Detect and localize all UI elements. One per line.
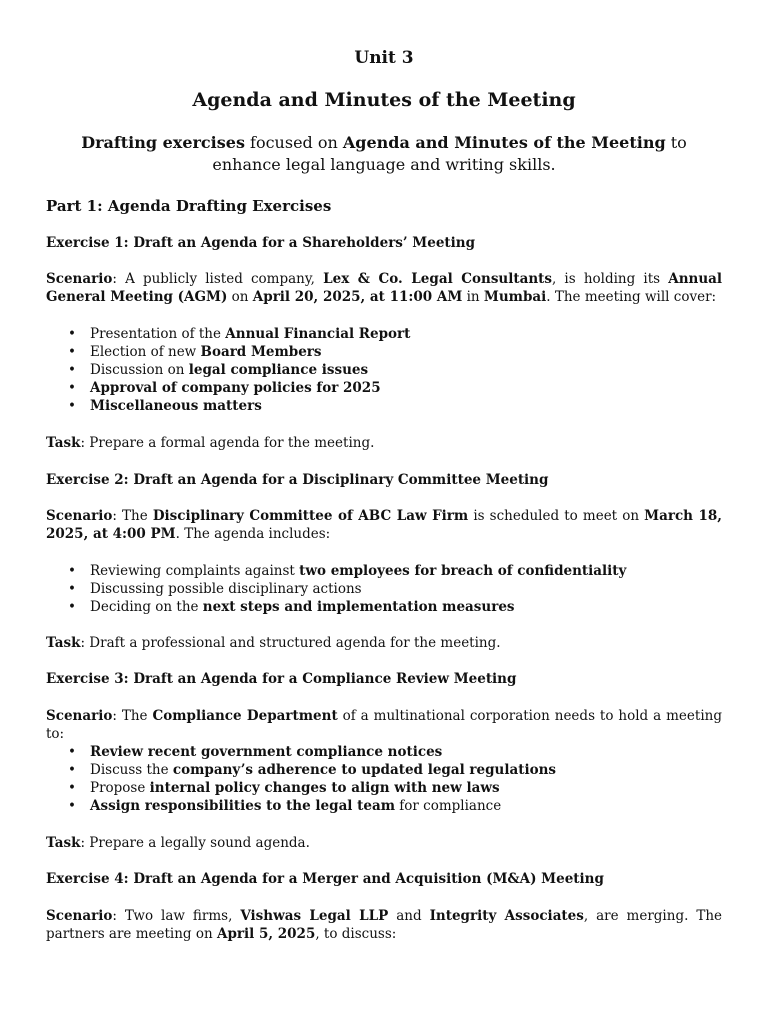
item-text: Deciding on the: [90, 599, 203, 615]
scenario-text: : Two law firms,: [112, 908, 241, 924]
scenario-text: , to discuss:: [315, 926, 397, 942]
item-bold: internal policy changes to align with new laws: [149, 780, 500, 796]
bullet-icon: •: [68, 762, 76, 778]
scenario-bold: March 18, 2025, at 4:00 PM: [46, 508, 723, 542]
scenario-label: Scenario: [46, 271, 113, 287]
exercise-1-heading: Exercise 1: Draft an Agenda for a Shareholders’ Meeting: [46, 235, 476, 251]
part-1-heading: Part 1: Agenda Drafting Exercises: [46, 197, 332, 215]
subtitle-bold-1: Drafting exercises: [81, 133, 245, 152]
page-title: Agenda and Minutes of the Meeting: [192, 89, 576, 111]
item-bold: legal compliance issues: [188, 362, 369, 378]
exercise-3-scenario: [46, 707, 722, 743]
list-item: [46, 343, 722, 361]
bullet-icon: •: [68, 581, 76, 597]
scenario-bold: Mumbai: [483, 289, 547, 305]
bullet-icon: •: [68, 563, 76, 579]
scenario-text: of a multinational corporation needs to hold a meeting to:: [46, 708, 722, 742]
scenario-text: on: [227, 289, 253, 305]
bullet-icon: •: [68, 398, 76, 414]
scenario-text: : The: [112, 708, 153, 724]
exercise-2-scenario: [46, 507, 722, 543]
item-bold: Miscellaneous matters: [90, 398, 262, 414]
item-text: Reviewing complaints against: [90, 563, 300, 579]
scenario-text: , is holding its: [552, 271, 669, 287]
item-bold: Approval of company policies for 2025: [90, 380, 381, 396]
scenario-bold: Annual General Meeting (AGM): [46, 271, 723, 305]
scenario-text: , are merging. The partners are meeting on: [46, 908, 723, 942]
list-item: [46, 379, 722, 397]
task-label: Task: [46, 835, 81, 851]
scenario-text: in: [462, 289, 484, 305]
unit-label: Unit 3: [354, 48, 414, 68]
task-text: : Prepare a formal agenda for the meeting.: [80, 435, 375, 451]
exercise-3-bullets: [46, 743, 722, 815]
bullet-icon: •: [68, 780, 76, 796]
scenario-bold: April 5, 2025: [216, 926, 316, 942]
scenario-bold: April 20, 2025, at 11:00 AM: [252, 289, 463, 305]
bullet-icon: •: [68, 380, 76, 396]
subtitle-text-2: to enhance legal language and writing skills.: [212, 133, 687, 174]
scenario-text: is scheduled to meet on: [468, 508, 645, 524]
list-item: [46, 562, 722, 580]
scenario-text: : A publicly listed company,: [112, 271, 324, 287]
item-text: Discussion on: [90, 362, 189, 378]
list-item: [46, 743, 722, 761]
item-text: Presentation of the: [90, 326, 226, 342]
bullet-icon: •: [68, 599, 76, 615]
list-item: [46, 761, 722, 779]
task-text: : Prepare a legally sound agenda.: [80, 835, 310, 851]
scenario-bold: Disciplinary Committee of ABC Law Firm: [152, 508, 469, 524]
exercise-2-heading: Exercise 2: Draft an Agenda for a Disciplinary Committee Meeting: [46, 472, 549, 488]
list-item: [46, 598, 722, 616]
exercise-1-task: [46, 434, 722, 452]
task-label: Task: [46, 635, 81, 651]
bullet-icon: •: [68, 326, 76, 342]
subtitle-text-1: focused on: [244, 133, 343, 152]
item-bold: Assign responsibilities to the legal team: [90, 798, 395, 814]
exercise-4-heading: Exercise 4: Draft an Agenda for a Merger and Acquisition (M&A) Meeting: [46, 871, 604, 887]
item-text: Propose: [90, 780, 150, 796]
scenario-bold: Compliance Department: [152, 708, 338, 724]
item-bold: Review recent government compliance notices: [90, 744, 443, 760]
item-bold: company’s adherence to updated legal regulations: [172, 762, 557, 778]
task-text: : Draft a professional and structured agenda for the meeting.: [80, 635, 501, 651]
exercise-2-task: [46, 634, 722, 652]
item-bold: two employees for breach of confidentiality: [299, 563, 627, 579]
exercise-1-bullets: [46, 325, 722, 415]
item-bold: Board Members: [200, 344, 322, 360]
bullet-icon: •: [68, 744, 76, 760]
list-item: [46, 325, 722, 343]
list-item: [46, 361, 722, 379]
list-item: [46, 397, 722, 415]
list-item: [46, 797, 722, 815]
scenario-bold: Lex & Co. Legal Consultants: [323, 271, 552, 287]
item-text: Election of new: [90, 344, 201, 360]
bullet-icon: •: [68, 362, 76, 378]
exercise-4-scenario: [46, 907, 722, 943]
page-subtitle: [60, 132, 708, 176]
exercise-3-heading: Exercise 3: Draft an Agenda for a Compliance Review Meeting: [46, 671, 517, 687]
scenario-text: . The agenda includes:: [175, 526, 331, 542]
subtitle-bold-2: Agenda and Minutes of the Meeting: [342, 133, 666, 152]
task-label: Task: [46, 435, 81, 451]
exercise-1-scenario: [46, 270, 722, 306]
bullet-icon: •: [68, 344, 76, 360]
scenario-bold: Vishwas Legal LLP: [240, 908, 389, 924]
item-bold: next steps and implementation measures: [202, 599, 515, 615]
scenario-text: and: [388, 908, 430, 924]
item-bold: Annual Financial Report: [225, 326, 411, 342]
list-item: [46, 580, 722, 598]
item-text: Discussing possible disciplinary actions: [90, 581, 362, 597]
scenario-label: Scenario: [46, 508, 113, 524]
item-text: Discuss the: [90, 762, 173, 778]
scenario-bold: Integrity Associates: [429, 908, 584, 924]
scenario-label: Scenario: [46, 908, 113, 924]
exercise-2-bullets: [46, 562, 722, 616]
scenario-text: : The: [112, 508, 153, 524]
scenario-label: Scenario: [46, 708, 113, 724]
item-text: for compliance: [395, 798, 502, 814]
list-item: [46, 779, 722, 797]
exercise-3-task: [46, 834, 722, 852]
scenario-text: . The meeting will cover:: [546, 289, 717, 305]
bullet-icon: •: [68, 798, 76, 814]
